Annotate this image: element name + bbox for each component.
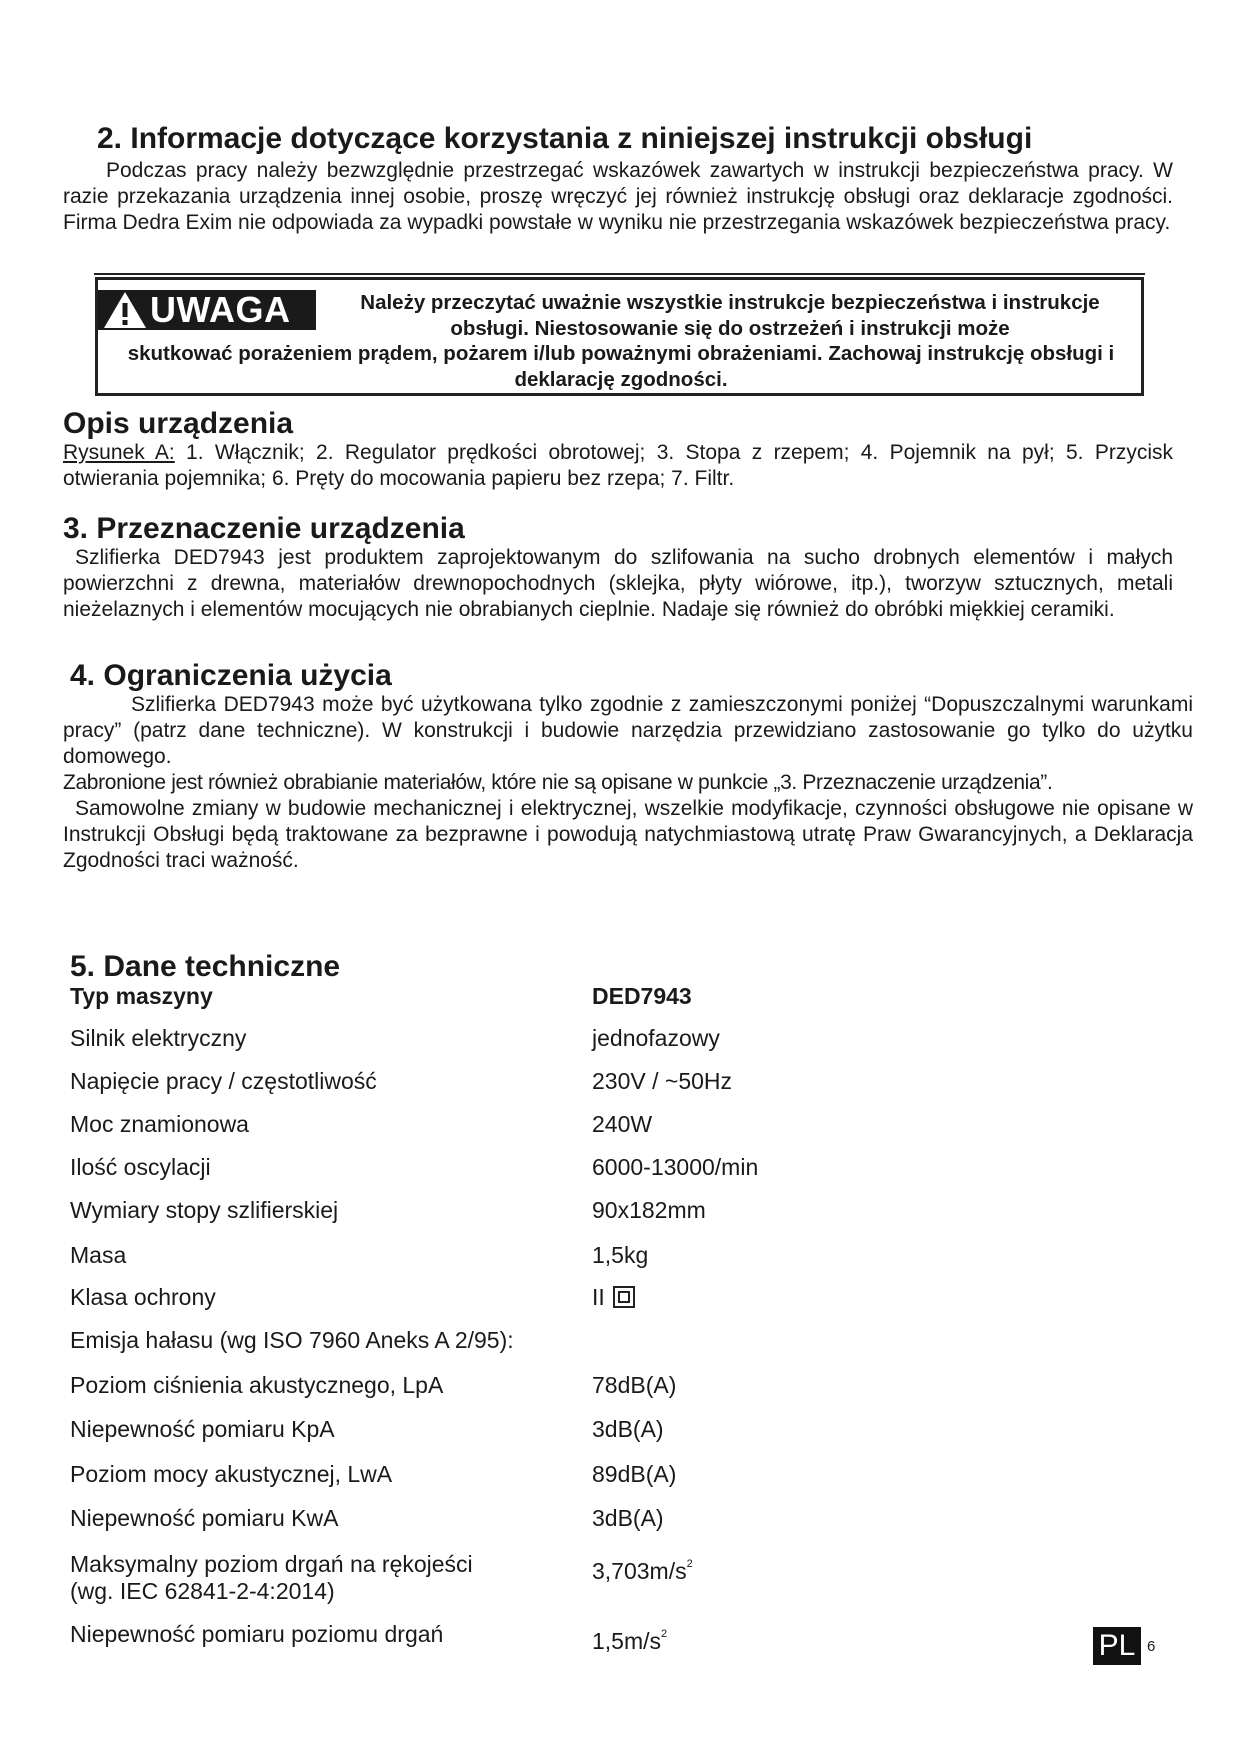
spec-value: 89dB(A) xyxy=(592,1461,677,1487)
spec-label: Silnik elektryczny xyxy=(70,1025,247,1051)
spec-label: Poziom mocy akustycznej, LwA xyxy=(70,1461,393,1487)
spec-label: Ilość oscylacji xyxy=(70,1154,211,1180)
section-2-title: 2. Informacje dotyczące korzystania z niniejszej instrukcji obsługi xyxy=(97,122,1033,155)
section-2-body: Podczas pracy należy bezwzględnie przestrzegać wskazówek zawartych w instrukcji bezpieczeństwa pracy. W razie przekazania urządzenia innej osobie, proszę wręczyć jej również instrukcję obsługi oraz deklaracje zgodności. Firma Dedra Exim nie odpowiada za wypadki powstałe w wyniku nie przestrzegania wskazówek bezpieczeństwa pracy. xyxy=(63,159,1173,234)
spec-label: Napięcie pracy / częstotliwość xyxy=(70,1068,377,1094)
spec-value: DED7943 xyxy=(592,983,692,1009)
spec-value: 240W xyxy=(592,1111,653,1137)
section-4-title: 4. Ograniczenia użycia xyxy=(70,659,392,692)
spec-label: Klasa ochrony xyxy=(70,1284,216,1310)
spec-label: Niepewność pomiaru poziomu drgań xyxy=(70,1621,444,1647)
spec-label: Poziom ciśnienia akustycznego, LpA xyxy=(70,1372,444,1398)
spec-value: 3dB(A) xyxy=(592,1416,664,1442)
spec-label-wrap xyxy=(70,1551,570,1605)
warning-triangle-icon xyxy=(102,290,148,330)
warning-word: UWAGA xyxy=(150,289,291,330)
spec-value: II xyxy=(592,1284,605,1310)
spec-label: Maksymalny poziom drgań na rękojeści xyxy=(70,1551,473,1577)
spec-unit-exponent: 2 xyxy=(661,1628,668,1640)
spec-label-note: (wg. IEC 62841-2-4:2014) xyxy=(70,1578,335,1604)
spec-value-wrap xyxy=(592,1284,952,1311)
spec-value: 1,5kg xyxy=(592,1242,649,1268)
spec-value: 3,703m/s xyxy=(592,1558,687,1584)
spec-label: Typ maszyny xyxy=(70,983,213,1009)
spec-value: 230V / ~50Hz xyxy=(592,1068,733,1094)
warning-label xyxy=(98,290,316,330)
spec-value-wrap xyxy=(592,1621,952,1655)
spec-value: 1,5m/s xyxy=(592,1628,662,1654)
spec-value: 90x182mm xyxy=(592,1197,706,1223)
page-number: 6 xyxy=(1147,1638,1156,1655)
spec-label: Moc znamionowa xyxy=(70,1111,249,1137)
warning-text-top: Należy przeczytać uważnie wszystkie instrukcje bezpieczeństwa i instrukcje obsługi. Niestosowanie się do ostrzeżeń i instrukcji może xyxy=(360,291,1100,340)
section-5-title: 5. Dane techniczne xyxy=(70,950,341,983)
section-3-body: Szlifierka DED7943 jest produktem zaprojektowanym do szlifowania na sucho drobnych elementów i małych powierzchni z drewna, materiałów drewnopochodnych (sklejka, płyty wiórowe, itp.), tworzyw sztucznych, metali nieżelaznych i elementów mocujących nie obrabianych cieplnie. Nadaje się również do obróbki miękkiej ceramiki. xyxy=(63,546,1173,621)
spec-label: Niepewność pomiaru KpA xyxy=(70,1416,335,1442)
opis-text: 1. Włącznik; 2. Regulator prędkości obrotowej; 3. Stopa z rzepem; 4. Pojemnik na pył; 5. Przycisk otwierania pojemnika; 6. Pręty do mocowania papieru bez rzepa; 7. Filtr. xyxy=(63,441,1173,490)
section-3-title: 3. Przeznaczenie urządzenia xyxy=(63,512,465,545)
opis-title: Opis urządzenia xyxy=(63,407,294,440)
spec-value: 3dB(A) xyxy=(592,1505,664,1531)
spec-label: Emisja hałasu (wg ISO 7960 Aneks A 2/95): xyxy=(70,1327,514,1353)
spec-unit-exponent: 2 xyxy=(686,1558,693,1570)
warning-text-bottom: skutkować porażeniem prądem, pożarem i/lub poważnymi obrażeniami. Zachowaj instrukcję obsługi i deklarację zgodności. xyxy=(127,342,1115,391)
spec-value: 6000-13000/min xyxy=(592,1154,759,1180)
warning-box xyxy=(95,277,1144,396)
spec-value: jednofazowy xyxy=(592,1025,720,1051)
spec-value: 78dB(A) xyxy=(592,1372,677,1398)
section-4-paragraph-1: Szlifierka DED7943 może być użytkowana tylko zgodnie z zamieszczonymi poniżej “Dopuszczalnymi warunkami pracy” (patrz dane techniczne). W konstrukcji i budowie narzędzia przewidziano zastosowanie go tylko do użytku domowego. xyxy=(63,693,1193,768)
figure-reference: Rysunek A: xyxy=(63,441,175,464)
spec-label: Wymiary stopy szlifierskiej xyxy=(70,1197,339,1223)
protection-class-icon xyxy=(613,1286,635,1308)
spec-label: Masa xyxy=(70,1242,127,1268)
spec-value-wrap xyxy=(592,1551,952,1585)
language-badge: PL xyxy=(1093,1627,1141,1665)
spec-label: Niepewność pomiaru KwA xyxy=(70,1505,339,1531)
section-4-paragraph-2: Zabronione jest również obrabianie materiałów, które nie są opisane w punkcie „3. Przeznaczenie urządzenia”. xyxy=(63,771,1053,794)
section-4-paragraph-3: Samowolne zmiany w budowie mechanicznej i elektrycznej, wszelkie modyfikacje, czynności obsługowe nie opisane w Instrukcji Obsługi będą traktowane za bezprawne i powodują natychmiastową utratę Praw Gwarancyjnych, a Deklaracja Zgodności traci ważność. xyxy=(63,797,1193,872)
section-4-body xyxy=(63,692,1193,874)
opis-body xyxy=(63,440,1173,492)
